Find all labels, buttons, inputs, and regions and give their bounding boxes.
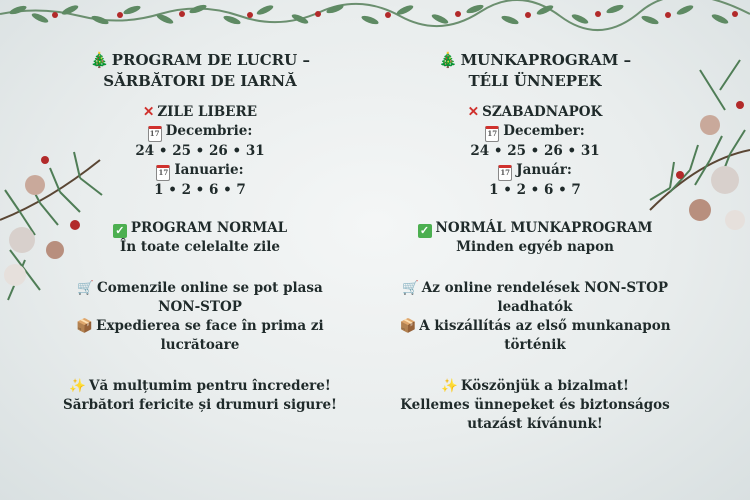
package-icon: 📦 — [399, 318, 417, 334]
check-mark-icon: ✓ — [418, 224, 432, 238]
romanian-schedule — [40, 50, 360, 415]
calendar-icon: 17 — [156, 165, 170, 181]
hu-normal-text: Minden egyéb napon — [456, 239, 614, 255]
ro-january-label: Ianuarie: — [174, 162, 244, 178]
ro-title-line2: SĂRBĂTORI DE IARNĂ — [103, 72, 297, 90]
hu-december-label: December: — [503, 123, 585, 139]
sparkles-icon: ✨ — [441, 378, 458, 394]
check-mark-icon: ✓ — [113, 224, 127, 238]
sparkles-icon: ✨ — [69, 378, 86, 394]
ro-thanks-line1: Vă mulțumim pentru încredere! — [88, 378, 331, 394]
hu-thanks-line2: Kellemes ünnepeket és biztonságos — [400, 397, 670, 413]
hu-december-days: 24 • 25 • 26 • 31 — [470, 143, 600, 159]
ro-shipping-line1: Expedierea se face în prima zi — [96, 318, 324, 334]
hu-shipping-line2: történik — [504, 337, 566, 353]
tree-icon: 🎄 — [438, 51, 458, 69]
ro-title — [40, 50, 360, 92]
hu-thanks-line1: Köszönjük a bizalmat! — [460, 378, 629, 394]
calendar-icon: 17 — [148, 126, 162, 142]
ro-title-line1: PROGRAM DE LUCRU – — [111, 51, 310, 69]
shopping-cart-icon: 🛒 — [77, 280, 95, 296]
calendar-icon: 17 — [498, 165, 512, 181]
hu-shipping-line1: A kiszállítás az első munkanapon — [419, 318, 671, 334]
package-icon: 📦 — [76, 318, 94, 334]
ro-normal-text: În toate celelalte zile — [120, 239, 280, 255]
hu-january-days: 1 • 2 • 6 • 7 — [489, 182, 581, 198]
ro-december-days: 24 • 25 • 26 • 31 — [135, 143, 265, 159]
hu-thanks-line3: utazást kívánunk! — [467, 416, 603, 432]
tree-icon: 🎄 — [90, 51, 109, 69]
pine-garland — [0, 0, 750, 34]
hungarian-schedule — [370, 50, 700, 434]
hu-title-line2: TÉLI ÜNNEPEK — [468, 72, 602, 90]
hu-online-line2: leadhatók — [497, 299, 573, 315]
hu-holidays-label: SZABADNAPOK — [482, 104, 603, 120]
hu-title-line1: MUNKAPROGRAM – — [460, 51, 632, 69]
cross-mark-icon: ✕ — [467, 104, 480, 120]
ro-normal-label: PROGRAM NORMAL — [130, 220, 288, 236]
ro-online-line2: NON-STOP — [158, 299, 242, 315]
hu-january-label: Január: — [516, 162, 572, 178]
ro-thanks-line2: Sărbători fericite și drumuri sigure! — [63, 397, 337, 413]
ro-online-line1: Comenzile online se pot plasa — [97, 280, 323, 296]
cross-mark-icon: ✕ — [143, 104, 155, 120]
calendar-icon: 17 — [485, 126, 499, 142]
ro-holidays-label: ZILE LIBERE — [157, 104, 257, 120]
hu-title — [370, 50, 700, 92]
ro-january-days: 1 • 2 • 6 • 7 — [154, 182, 246, 198]
hu-normal-label: NORMÁL MUNKAPROGRAM — [435, 220, 653, 236]
shopping-cart-icon: 🛒 — [401, 280, 419, 296]
ro-shipping-line2: lucrătoare — [160, 337, 240, 353]
ro-december-label: Decembrie: — [165, 123, 253, 139]
hu-online-line1: Az online rendelések NON-STOP — [421, 280, 669, 296]
